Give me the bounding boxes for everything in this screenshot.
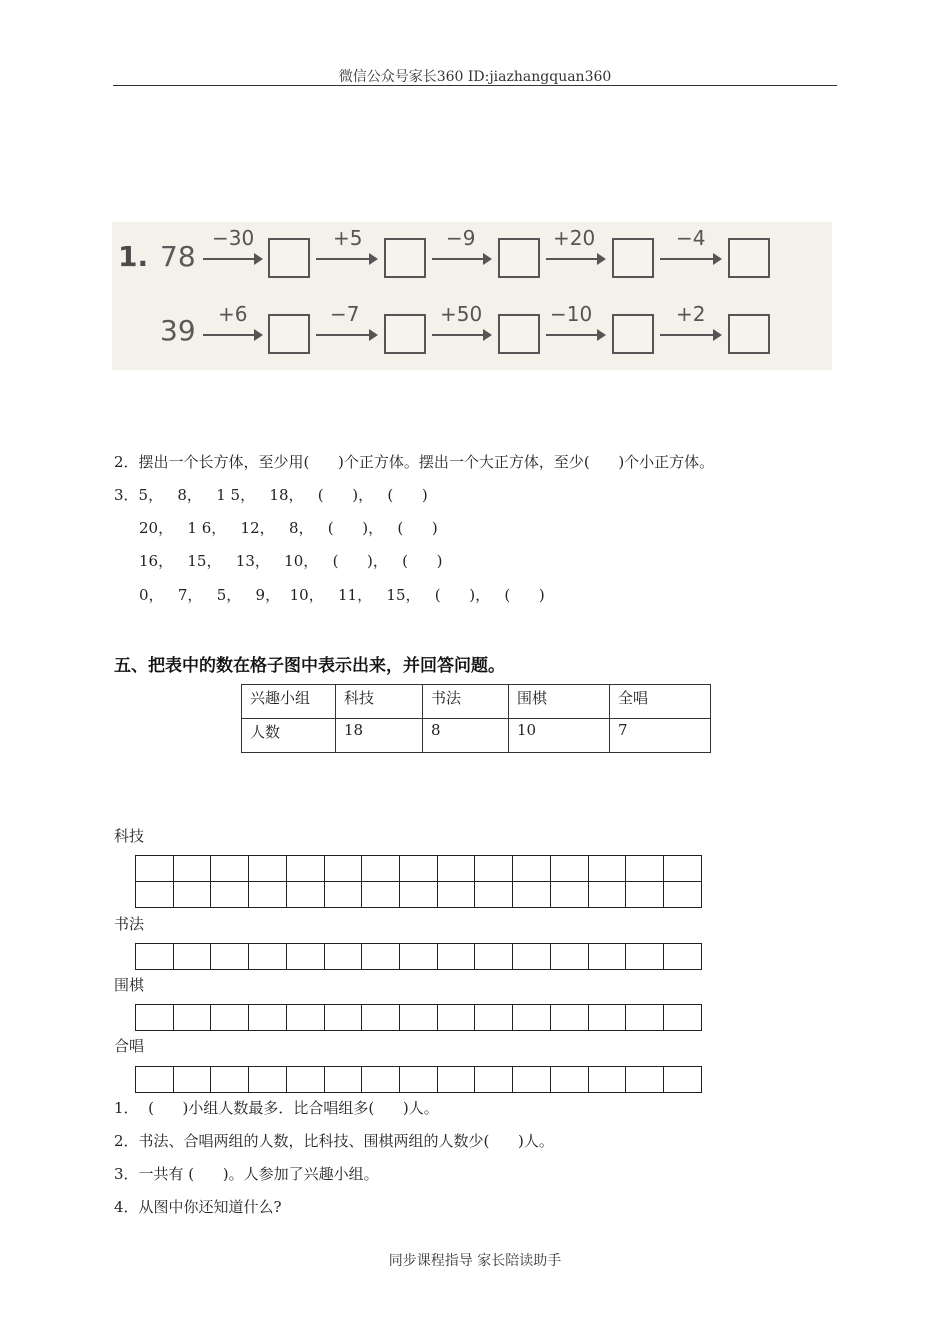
answer-box[interactable] xyxy=(498,238,540,278)
row2-start: 39 xyxy=(160,314,196,347)
grid-cell[interactable] xyxy=(400,882,438,908)
page-footer: 同步课程指导 家长陪读助手 xyxy=(388,1253,562,1269)
grid-cell[interactable] xyxy=(626,1005,664,1031)
answer-1: 1． ( )小组人数最多．比合唱组多( )人。 xyxy=(114,1099,439,1117)
grid-cell[interactable] xyxy=(588,882,626,908)
row2-op-5: +2 xyxy=(676,302,706,326)
grid-cell[interactable] xyxy=(475,856,513,882)
answer-box[interactable] xyxy=(612,238,654,278)
grid-cell[interactable] xyxy=(211,944,249,970)
grid-cell[interactable] xyxy=(324,856,362,882)
table-cell: 8 xyxy=(423,719,509,753)
grid-cell[interactable] xyxy=(173,856,211,882)
row1-op-2: +5 xyxy=(333,226,363,250)
grid-cell[interactable] xyxy=(249,856,287,882)
table-cell: 围棋 xyxy=(509,685,610,719)
answer-3: 3．一共有 ( )。人参加了兴趣小组。 xyxy=(114,1165,379,1183)
grid-cell[interactable] xyxy=(211,1005,249,1031)
grid-cell[interactable] xyxy=(173,1005,211,1031)
grid-cell[interactable] xyxy=(626,944,664,970)
grid-label-go: 围棋 xyxy=(114,976,145,994)
grid-row xyxy=(136,1067,702,1093)
grid-calligraphy xyxy=(135,943,702,970)
grid-go xyxy=(135,1004,702,1031)
answer-box[interactable] xyxy=(612,314,654,354)
arrow xyxy=(316,334,376,336)
answer-box[interactable] xyxy=(268,314,310,354)
grid-cell[interactable] xyxy=(173,1067,211,1093)
grid-cell[interactable] xyxy=(400,1067,438,1093)
grid-cell[interactable] xyxy=(173,944,211,970)
answer-box[interactable] xyxy=(384,238,426,278)
grid-cell[interactable] xyxy=(588,1005,626,1031)
grid-cell[interactable] xyxy=(513,944,551,970)
grid-cell[interactable] xyxy=(249,1067,287,1093)
grid-cell[interactable] xyxy=(550,882,588,908)
grid-cell[interactable] xyxy=(136,1005,174,1031)
table-cell: 7 xyxy=(610,719,711,753)
grid-cell[interactable] xyxy=(475,1005,513,1031)
grid-cell[interactable] xyxy=(437,1067,475,1093)
grid-cell[interactable] xyxy=(324,882,362,908)
grid-cell[interactable] xyxy=(475,882,513,908)
table-cell: 人数 xyxy=(242,719,336,753)
grid-cell[interactable] xyxy=(324,1005,362,1031)
grid-cell[interactable] xyxy=(513,1067,551,1093)
arrow xyxy=(316,258,376,260)
header-divider xyxy=(113,85,837,86)
grid-cell[interactable] xyxy=(211,1067,249,1093)
grid-cell[interactable] xyxy=(362,1005,400,1031)
grid-cell[interactable] xyxy=(400,856,438,882)
grid-cell[interactable] xyxy=(362,856,400,882)
table-cell: 全唱 xyxy=(610,685,711,719)
grid-row xyxy=(136,1005,702,1031)
grid-cell[interactable] xyxy=(626,1067,664,1093)
grid-cell[interactable] xyxy=(136,882,174,908)
grid-cell[interactable] xyxy=(626,882,664,908)
table-row xyxy=(242,719,711,753)
section-5-title: 五、把表中的数在格子图中表示出来，并回答问题。 xyxy=(114,656,505,676)
grid-cell[interactable] xyxy=(362,882,400,908)
grid-cell[interactable] xyxy=(475,1067,513,1093)
grid-cell[interactable] xyxy=(588,1067,626,1093)
grid-cell[interactable] xyxy=(437,944,475,970)
grid-cell[interactable] xyxy=(550,1067,588,1093)
answer-box[interactable] xyxy=(728,314,770,354)
row1-op-4: +20 xyxy=(553,226,596,250)
arrow xyxy=(660,334,720,336)
grid-row xyxy=(136,882,702,908)
grid-cell[interactable] xyxy=(286,1067,324,1093)
grid-cell[interactable] xyxy=(664,856,702,882)
arrow xyxy=(432,334,490,336)
grid-label-tech: 科技 xyxy=(114,827,145,845)
grid-cell[interactable] xyxy=(400,944,438,970)
answer-box[interactable] xyxy=(268,238,310,278)
table-cell: 书法 xyxy=(423,685,509,719)
question-3-line-3: 16， 15， 13， 10， ( )， ( ) xyxy=(139,552,443,570)
row1-op-5: −4 xyxy=(676,226,706,250)
table-cell: 18 xyxy=(336,719,423,753)
grid-cell[interactable] xyxy=(664,1005,702,1031)
grid-cell[interactable] xyxy=(211,882,249,908)
grid-cell[interactable] xyxy=(437,1005,475,1031)
question-3-line-4: 0， 7， 5， 9， 10， 11， 15， ( )， ( ) xyxy=(139,586,545,604)
grid-cell[interactable] xyxy=(173,882,211,908)
grid-cell[interactable] xyxy=(437,882,475,908)
grid-cell[interactable] xyxy=(437,856,475,882)
grid-cell[interactable] xyxy=(286,944,324,970)
row2-op-4: −10 xyxy=(550,302,593,326)
grid-cell[interactable] xyxy=(286,1005,324,1031)
question-2: 2．摆出一个长方体，至少用( )个正方体。摆出一个大正方体，至少( )个小正方体。 xyxy=(114,453,715,471)
page-header: 微信公众号家长360 ID:jiazhangquan360 xyxy=(338,69,612,85)
grid-cell[interactable] xyxy=(664,1067,702,1093)
question-3-line-1: 3．5， 8， 1 5， 18， ( )， ( ) xyxy=(114,486,428,504)
grid-cell[interactable] xyxy=(588,944,626,970)
grid-row xyxy=(136,856,702,882)
table-cell: 科技 xyxy=(336,685,423,719)
grid-cell[interactable] xyxy=(550,856,588,882)
answer-2: 2．书法、合唱两组的人数，比科技、围棋两组的人数少( )人。 xyxy=(114,1132,554,1150)
grid-cell[interactable] xyxy=(136,944,174,970)
answer-box[interactable] xyxy=(498,314,540,354)
question-3-line-2: 20， 1 6， 12， 8， ( )， ( ) xyxy=(139,519,438,537)
grid-label-calligraphy: 书法 xyxy=(114,915,145,933)
grid-tech xyxy=(135,855,702,908)
grid-cell[interactable] xyxy=(136,856,174,882)
grid-row xyxy=(136,944,702,970)
grid-cell[interactable] xyxy=(249,1005,287,1031)
grid-label-chorus: 合唱 xyxy=(114,1037,145,1055)
row1-op-1: −30 xyxy=(212,226,255,250)
table-header-row xyxy=(242,685,711,719)
arrow xyxy=(660,258,720,260)
grid-cell[interactable] xyxy=(664,944,702,970)
answer-box[interactable] xyxy=(384,314,426,354)
row2-op-2: −7 xyxy=(330,302,360,326)
grid-cell[interactable] xyxy=(513,882,551,908)
arrow xyxy=(546,258,604,260)
arrow xyxy=(432,258,490,260)
grid-chorus xyxy=(135,1066,702,1093)
grid-cell[interactable] xyxy=(324,1067,362,1093)
grid-cell[interactable] xyxy=(362,944,400,970)
arrow xyxy=(203,334,261,336)
table-cell: 10 xyxy=(509,719,610,753)
interest-group-table xyxy=(241,684,711,753)
grid-cell[interactable] xyxy=(400,1005,438,1031)
arrow xyxy=(546,334,604,336)
grid-cell[interactable] xyxy=(513,856,551,882)
grid-cell[interactable] xyxy=(324,944,362,970)
grid-cell[interactable] xyxy=(550,1005,588,1031)
grid-cell[interactable] xyxy=(362,1067,400,1093)
grid-cell[interactable] xyxy=(211,856,249,882)
grid-cell[interactable] xyxy=(249,944,287,970)
grid-cell[interactable] xyxy=(475,944,513,970)
table-cell: 兴趣小组 xyxy=(242,685,336,719)
grid-cell[interactable] xyxy=(513,1005,551,1031)
problem1-number: 1. xyxy=(118,240,149,273)
answer-box[interactable] xyxy=(728,238,770,278)
grid-cell[interactable] xyxy=(136,1067,174,1093)
grid-cell[interactable] xyxy=(664,882,702,908)
grid-cell[interactable] xyxy=(588,856,626,882)
answer-4: 4．从图中你还知道什么? xyxy=(114,1198,282,1216)
grid-cell[interactable] xyxy=(249,882,287,908)
row1-op-3: −9 xyxy=(446,226,476,250)
row2-op-1: +6 xyxy=(218,302,248,326)
arrow xyxy=(203,258,261,260)
grid-cell[interactable] xyxy=(286,856,324,882)
grid-cell[interactable] xyxy=(550,944,588,970)
grid-cell[interactable] xyxy=(626,856,664,882)
row2-op-3: +50 xyxy=(440,302,483,326)
row1-start: 78 xyxy=(160,240,196,273)
grid-cell[interactable] xyxy=(286,882,324,908)
